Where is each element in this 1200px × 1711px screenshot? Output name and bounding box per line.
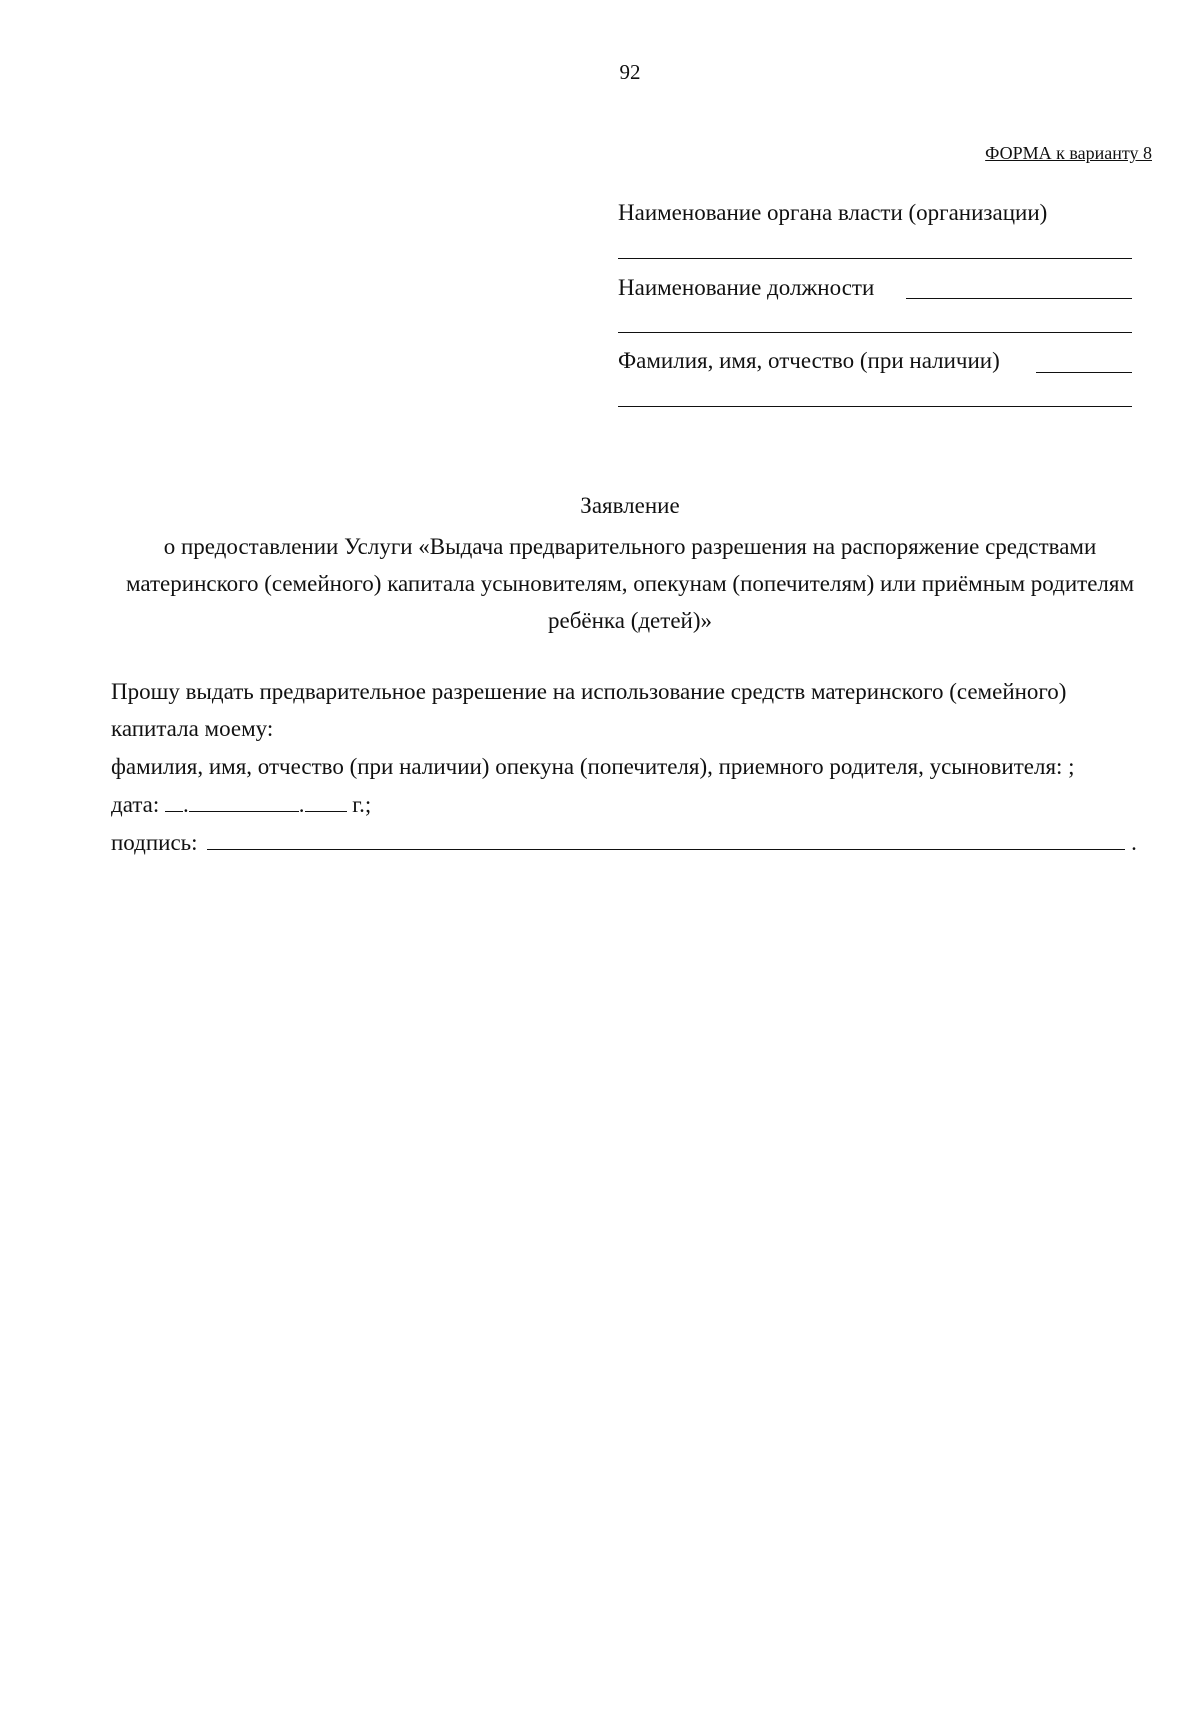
date-year-blank[interactable] (305, 793, 347, 812)
date-day-blank[interactable] (165, 793, 183, 812)
date-line (111, 792, 371, 818)
authority-label: Наименование органа власти (организации) (618, 200, 1048, 225)
form-reference: ФОРМА к варианту 8 (985, 143, 1152, 163)
signature-blank[interactable] (207, 831, 1125, 850)
date-separator: . (183, 792, 189, 817)
position-label: Наименование должности (618, 275, 875, 300)
date-label: дата: (111, 792, 160, 817)
request-line-1: Прошу выдать предварительное разрешение на использование средств материнского (семейного) (111, 679, 1067, 704)
authority-blank[interactable] (618, 258, 1132, 259)
position-blank-2[interactable] (618, 332, 1132, 333)
request-line-2: капитала моему: (111, 716, 274, 741)
application-subtitle: о предоставлении Услуги «Выдача предварительного разрешения на распоряжение средствами материнского (семейного) капитала усыновителям, опекунам (попечителям) или приёмным родителям ребёнка (детей)» (125, 534, 1135, 633)
date-month-blank[interactable] (189, 793, 299, 812)
signature-label: подпись: (111, 830, 198, 855)
full-name-blank[interactable] (1036, 372, 1132, 373)
signature-line (111, 830, 1137, 856)
application-title: Заявление (580, 493, 680, 518)
position-blank[interactable] (906, 298, 1132, 299)
date-separator: . (298, 792, 305, 817)
full-name-label: Фамилия, имя, отчество (при наличии) (618, 348, 1000, 373)
guardian-line: фамилия, имя, отчество (при наличии) опекуна (попечителя), приемного родителя, усыновителя: ; (111, 754, 1075, 779)
page-number: 92 (619, 60, 641, 84)
signature-end: . (1131, 830, 1137, 855)
date-suffix: г.; (352, 792, 372, 817)
full-name-blank-2[interactable] (618, 406, 1132, 407)
